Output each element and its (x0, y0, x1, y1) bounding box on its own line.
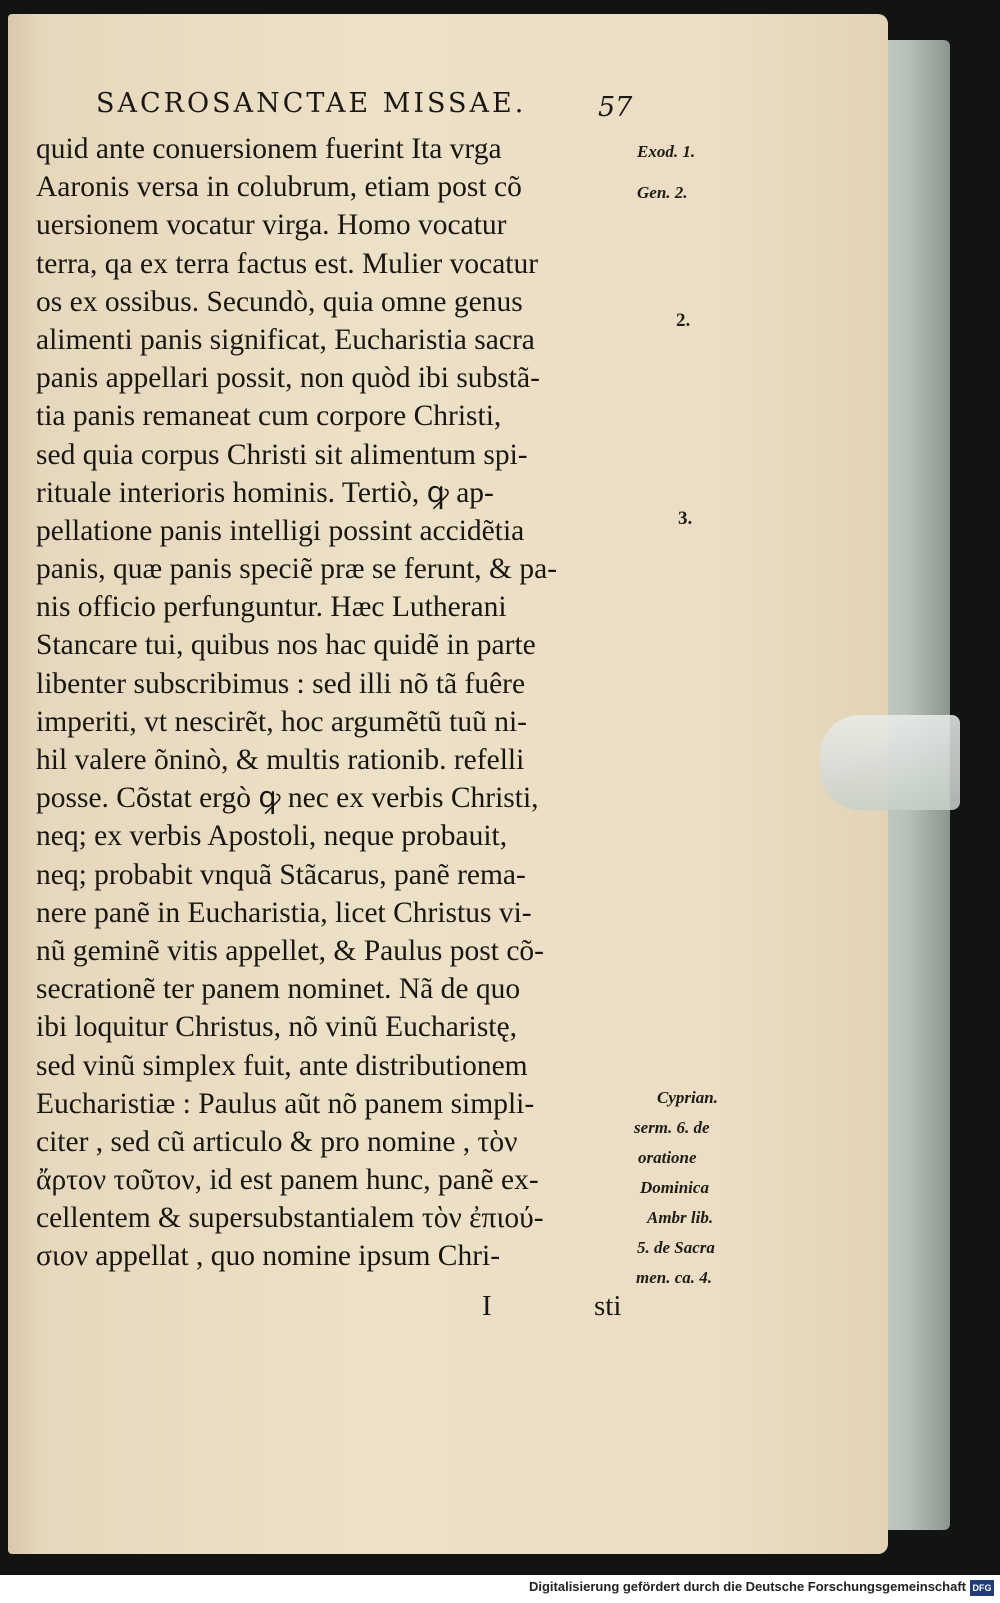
text-line: alimenti panis significat, Eucharistia sacra (36, 323, 535, 356)
margin-note: serm. 6. de (634, 1118, 710, 1137)
text-line: pellatione panis intelligi possint accidẽtia (36, 514, 525, 547)
margin-note: Gen. 2. (637, 183, 688, 202)
text-line: Eucharistiæ : Paulus aũt nõ panem simpli- (36, 1087, 535, 1120)
text-line: nũ geminẽ vitis appellet, & Paulus post cõ- (36, 934, 544, 967)
body-text (36, 130, 636, 1276)
text-line: os ex ossibus. Secundò, quia omne genus (36, 285, 523, 318)
text-line: secrationẽ ter panem nominet. Nã de quo (36, 973, 521, 1006)
text-line: σιον appellat , quo nomine ipsum Chri- (36, 1240, 501, 1273)
running-head: SACROSANCTAE MISSAE. (96, 88, 527, 119)
text-line: uersionem vocatur virga. Homo vocatur (36, 209, 507, 242)
text-line: tia panis remaneat cum corpore Christi, (36, 400, 502, 433)
signature-mark: I (482, 1290, 492, 1322)
text-line: terra, qa ex terra factus est. Mulier vocatur (36, 247, 539, 280)
text-line: quid ante conuersionem fuerint Ita vrga (36, 133, 502, 165)
text-line: ibi loquitur Christus, nõ vinũ Eucharistę, (36, 1011, 517, 1044)
margin-number: 3. (678, 508, 693, 529)
text-line: Aaronis versa in colubrum, etiam post cõ (36, 171, 522, 204)
page-clip (820, 715, 960, 810)
margin-note: Dominica (640, 1178, 709, 1197)
text-line: neq; ex verbis Apostoli, neque probauit, (36, 820, 508, 853)
text-line: panis appellari possit, non quòd ibi substã- (36, 362, 540, 395)
margin-note: oratione (638, 1148, 697, 1167)
dfg-logo: DFG (970, 1580, 994, 1596)
margin-note: 5. de Sacra (637, 1238, 715, 1257)
funding-credit: Digitalisierung gefördert durch die Deutsche Forschungsgemeinschaft (528, 1579, 966, 1594)
text-line: nis officio perfunguntur. Hæc Lutherani (36, 591, 507, 624)
text-line: posse. Cõstat ergò ꝙ nec ex verbis Christi, (36, 782, 539, 815)
text-line: panis, quæ panis speciẽ præ se ferunt, & pa- (36, 553, 558, 586)
margin-note: Cyprian. (657, 1088, 718, 1107)
margin-note: men. ca. 4. (636, 1268, 713, 1287)
text-line: Stancare tui, quibus nos hac quidẽ in parte (36, 629, 536, 662)
text-line: hil valere õninò, & multis rationib. refelli (36, 744, 525, 776)
catchword: sti (594, 1290, 622, 1322)
margin-number: 2. (676, 310, 691, 331)
text-line: cellentem & supersubstantialem τὸν ἐπιού- (36, 1202, 544, 1235)
margin-note: Exod. 1. (637, 142, 696, 161)
text-line: neq; probabit vnquã Stãcarus, panẽ rema- (36, 858, 526, 891)
text-line: imperiti, vt nescirẽt, hoc argumẽtũ tuũ ni- (36, 705, 527, 738)
footer-bar (0, 1575, 1000, 1603)
text-line: rituale interioris hominis. Tertiò, ꝙ ap- (36, 476, 494, 509)
text-line: nere panẽ in Eucharistia, licet Christus vi- (36, 896, 532, 929)
text-line: citer , sed cũ articulo & pro nomine , τὸν (36, 1125, 518, 1158)
margin-note: Ambr lib. (647, 1208, 714, 1227)
page-number: 57 (598, 92, 633, 123)
text-line: libenter subscribimus : sed illi nõ tã fuêre (36, 667, 526, 700)
text-line: sed vinũ simplex fuit, ante distributionem (36, 1049, 528, 1082)
text-line: sed quia corpus Christi sit alimentum spi- (36, 438, 528, 471)
text-line: ἄρτον τοῦτον, id est panem hunc, panẽ ex- (36, 1164, 539, 1197)
